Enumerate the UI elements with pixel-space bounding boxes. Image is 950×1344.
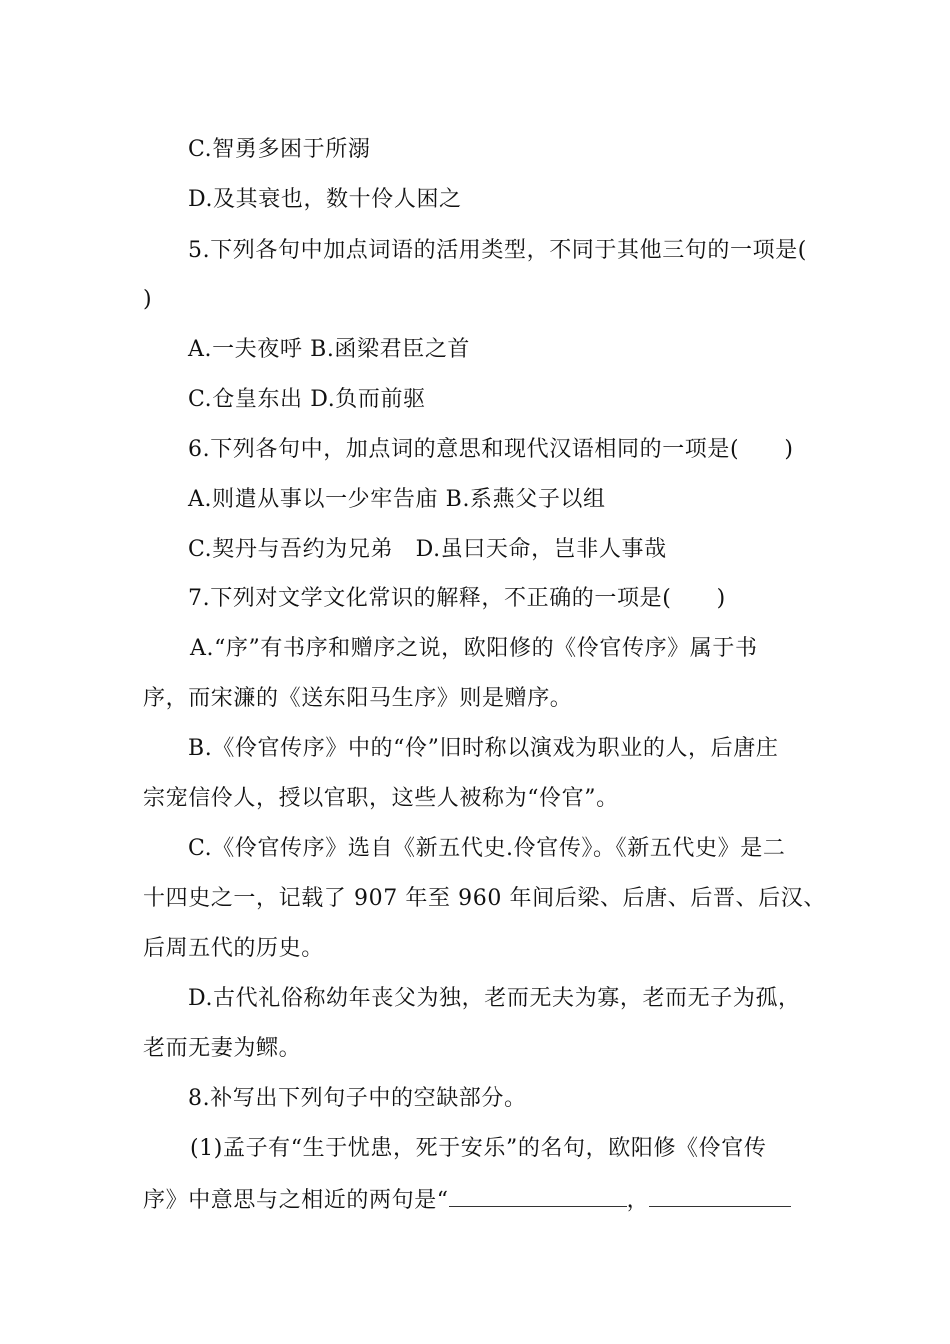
q8-item-1-continuation bbox=[143, 1184, 791, 1216]
q7-option-c-continuation: 十四史之一，记载了 907 年至 960 年间后梁、后唐、后晋、后汉、 bbox=[143, 886, 826, 911]
q7-stem: 7.下列对文学文化常识的解释，不正确的一项是( ) bbox=[188, 586, 726, 611]
q6-options-ab: A.则遣从事以一少牢告庙 B.系燕父子以组 bbox=[188, 487, 606, 512]
q4-option-c: C.智勇多困于所溺 bbox=[188, 137, 371, 162]
answer-blank-1[interactable] bbox=[449, 1184, 627, 1207]
q4-option-d: D.及其衰也，数十伶人困之 bbox=[188, 187, 462, 212]
q7-option-a: A.“序”有书序和赠序之说，欧阳修的《伶官传序》属于书 bbox=[190, 636, 758, 661]
q8-item-1-text: 序》中意思与之相近的两句是“ bbox=[143, 1188, 449, 1213]
q5-options-ab: A.一夫夜呼 B.函梁君臣之首 bbox=[188, 337, 471, 362]
q6-options-cd: C.契丹与吾约为兄弟 D.虽曰天命，岂非人事哉 bbox=[188, 537, 667, 562]
q8-stem: 8.补写出下列句子中的空缺部分。 bbox=[188, 1086, 527, 1111]
q8-item-1: (1)孟子有“生于忧患，死于安乐”的名句，欧阳修《伶官传 bbox=[190, 1136, 767, 1161]
q6-stem: 6.下列各句中，加点词的意思和现代汉语相同的一项是( ) bbox=[188, 437, 794, 462]
q7-option-b: B.《伶官传序》中的“伶”旧时称以演戏为职业的人，后唐庄 bbox=[188, 736, 779, 761]
q7-option-d-continuation: 老而无妻为鳏。 bbox=[143, 1036, 302, 1061]
q7-option-d: D.古代礼俗称幼年丧父为独，老而无夫为寡，老而无子为孤， bbox=[188, 986, 801, 1011]
q7-option-a-continuation: 序，而宋濂的《送东阳马生序》则是赠序。 bbox=[143, 686, 573, 711]
q5-options-cd: C.仓皇东出 D.负而前驱 bbox=[188, 387, 426, 412]
q7-option-c-continuation-2: 后周五代的历史。 bbox=[143, 936, 324, 961]
q5-stem-continuation: ) bbox=[143, 287, 153, 312]
q5-stem: 5.下列各句中加点词语的活用类型，不同于其他三句的一项是( bbox=[188, 238, 807, 263]
q7-option-c: C.《伶官传序》选自《新五代史.伶官传》。《新五代史》是二 bbox=[188, 836, 786, 861]
q8-item-1-comma: ， bbox=[626, 1188, 650, 1213]
answer-blank-2[interactable] bbox=[649, 1184, 791, 1207]
q7-option-b-continuation: 宗宠信伶人，授以官职，这些人被称为“伶官”。 bbox=[143, 786, 619, 811]
